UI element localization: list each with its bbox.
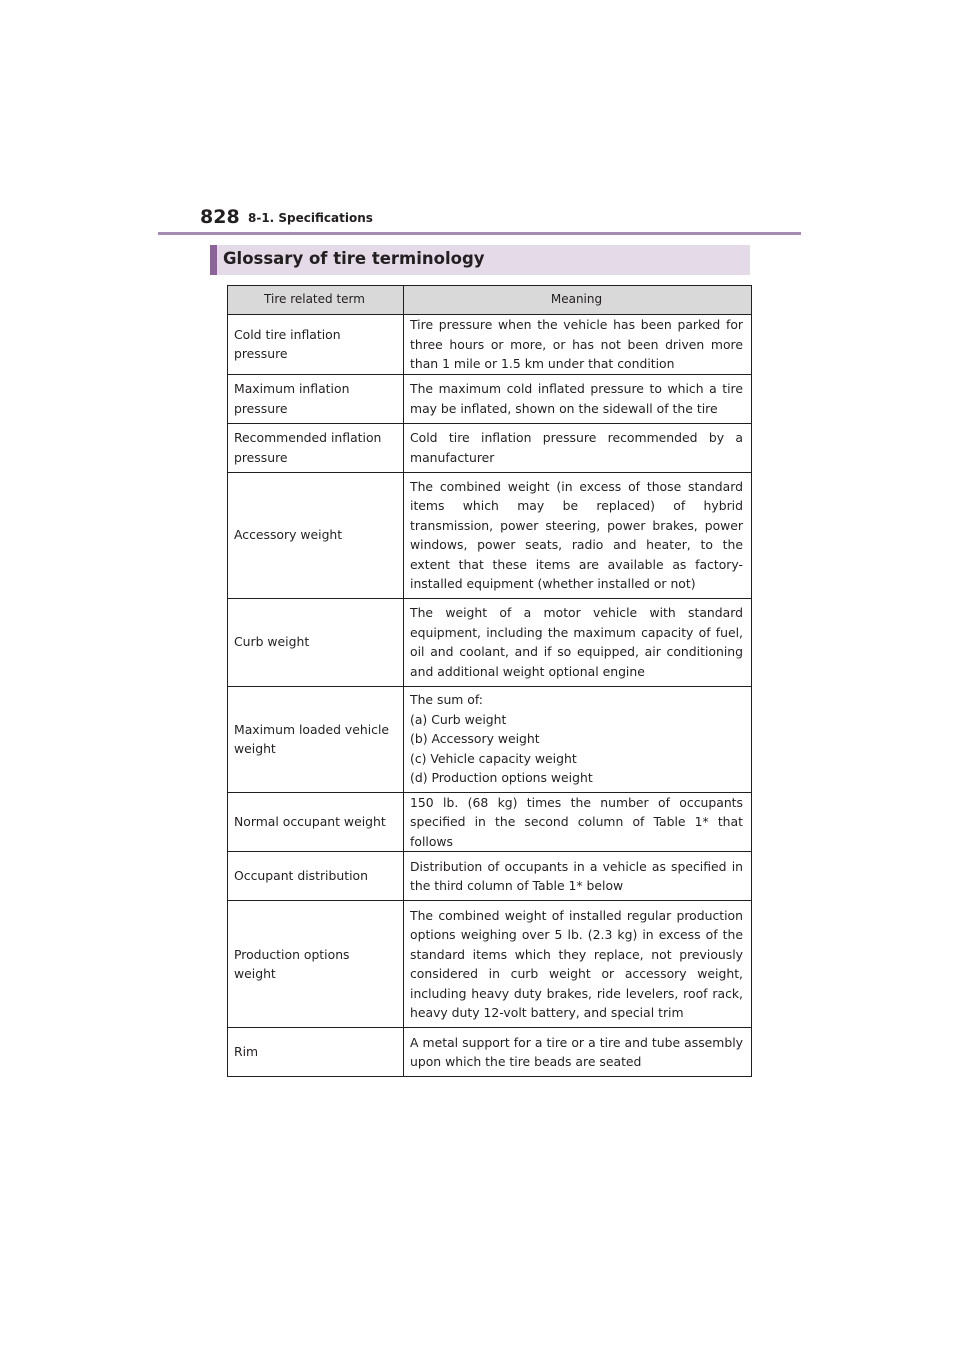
term-cell: Recommended inflation pressure <box>228 423 404 472</box>
meaning-line: (b) Accessory weight <box>410 731 540 747</box>
term-cell: Curb weight <box>228 598 404 686</box>
glossary-table <box>227 285 752 1077</box>
meaning-cell: The weight of a motor vehicle with standard equipment, including the maximum capacity of fuel, oil and coolant, and if so equipped, air conditioning and additional weight optional engine <box>404 598 752 686</box>
section-heading-bar <box>210 245 750 275</box>
term-cell: Maximum loaded vehicle weight <box>228 686 404 792</box>
meaning-line: (c) Vehicle capacity weight <box>410 750 577 766</box>
term-cell: Rim <box>228 1028 404 1077</box>
meaning-cell <box>404 686 752 792</box>
meaning-cell: 150 lb. (68 kg) times the number of occupants specified in the second column of Table 1* that follows <box>404 792 752 852</box>
term-cell: Production options weight <box>228 901 404 1028</box>
table-row <box>228 374 752 423</box>
table-header-row <box>228 286 752 315</box>
page-number: 828 <box>200 206 240 228</box>
meaning-line: (d) Production options weight <box>410 770 593 786</box>
header-rule <box>158 232 801 235</box>
meaning-cell: Distribution of occupants in a vehicle as specified in the third column of Table 1* below <box>404 852 752 901</box>
table-row <box>228 1028 752 1077</box>
meaning-cell: The combined weight (in excess of those standard items which may be replaced) of hybrid transmission, power steering, power brakes, power windows, power seats, radio and heater, to the extent that these items are available as factory-installed equipment (whether installed or not) <box>404 472 752 598</box>
table-row <box>228 472 752 598</box>
meaning-cell: A metal support for a tire or a tire and tube assembly upon which the tire beads are seated <box>404 1028 752 1077</box>
table-row <box>228 792 752 852</box>
meaning-line: (a) Curb weight <box>410 711 507 727</box>
term-cell: Accessory weight <box>228 472 404 598</box>
table-row <box>228 686 752 792</box>
meaning-cell: Cold tire inflation pressure recommended by a manufacturer <box>404 423 752 472</box>
table-row <box>228 598 752 686</box>
meaning-cell: Tire pressure when the vehicle has been parked for three hours or more, or has not been driven more than 1 mile or 1.5 km under that condition <box>404 315 752 375</box>
section-title: Glossary of tire terminology <box>223 249 485 268</box>
term-cell: Cold tire inflation pressure <box>228 315 404 375</box>
term-cell: Normal occupant weight <box>228 792 404 852</box>
table-row <box>228 901 752 1028</box>
table-row <box>228 315 752 375</box>
term-cell: Occupant distribution <box>228 852 404 901</box>
column-header-term: Tire related term <box>228 286 404 315</box>
section-label: 8-1. Specifications <box>248 211 373 225</box>
column-header-meaning: Meaning <box>404 286 752 315</box>
meaning-cell: The combined weight of installed regular production options weighing over 5 lb. (2.3 kg) in excess of the standard items which they replace, not previously considered in curb weight or accessory weight, including heavy duty brakes, ride levelers, roof rack, heavy duty 12-volt battery, and special trim <box>404 901 752 1028</box>
term-cell: Maximum inflation pressure <box>228 374 404 423</box>
table-row <box>228 852 752 901</box>
table-row <box>228 423 752 472</box>
meaning-cell: The maximum cold inflated pressure to which a tire may be inflated, shown on the sidewall of the tire <box>404 374 752 423</box>
meaning-line: The sum of: <box>410 692 483 708</box>
